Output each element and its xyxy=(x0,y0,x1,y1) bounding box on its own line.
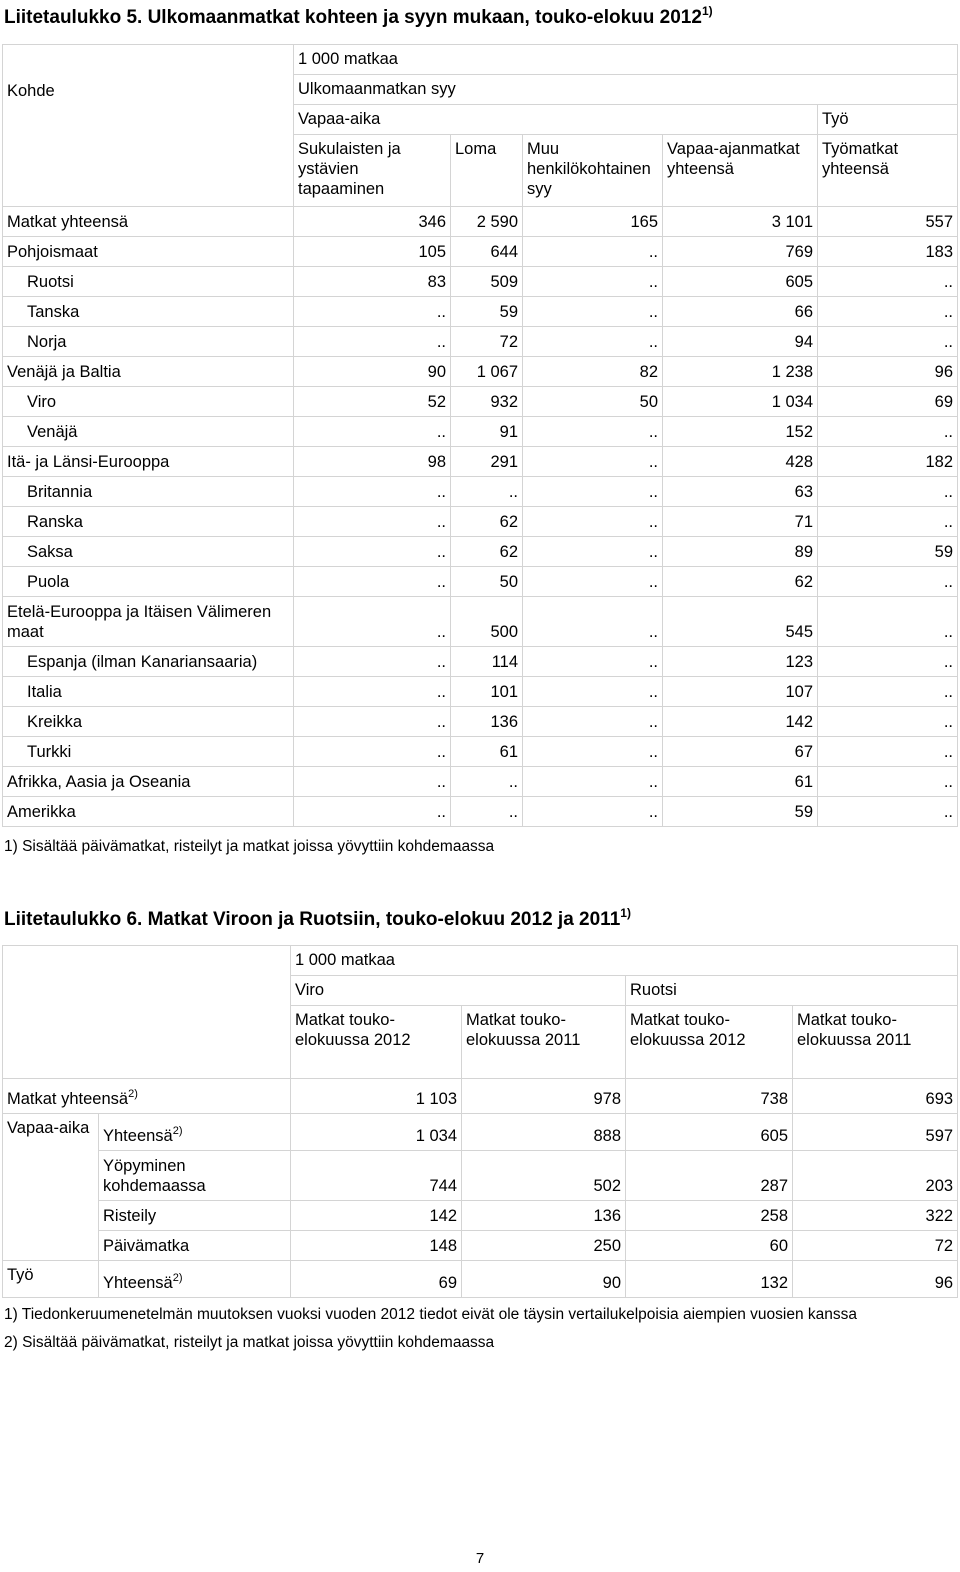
header-reason: Ulkomaanmatkan syy xyxy=(294,75,958,105)
table-cell: .. xyxy=(523,507,663,537)
row-label: Saksa xyxy=(3,537,294,567)
table-cell: .. xyxy=(451,767,523,797)
table-cell: .. xyxy=(818,707,958,737)
table-cell: .. xyxy=(451,797,523,827)
table-row xyxy=(3,597,958,647)
table-cell: 72 xyxy=(451,327,523,357)
table-cell: 123 xyxy=(663,647,818,677)
t6-row-label: Yhteensä$^{2)}$ xyxy=(99,1114,291,1151)
table-cell: .. xyxy=(523,327,663,357)
table-cell: .. xyxy=(523,297,663,327)
t6-cell: 978 xyxy=(462,1079,626,1114)
table-cell: .. xyxy=(451,477,523,507)
table-cell: 63 xyxy=(663,477,818,507)
row-label: Turkki xyxy=(3,737,294,767)
table-cell: .. xyxy=(818,297,958,327)
row-label: Matkat yhteensä xyxy=(3,207,294,237)
table-cell: .. xyxy=(294,567,451,597)
table6 xyxy=(2,945,958,1298)
row-label: Ruotsi xyxy=(3,267,294,297)
t6-cell: 693 xyxy=(793,1079,958,1114)
t6-cell: 738 xyxy=(626,1079,793,1114)
table-cell: .. xyxy=(523,647,663,677)
table-cell: 152 xyxy=(663,417,818,447)
table-row xyxy=(3,737,958,767)
table-cell: .. xyxy=(523,267,663,297)
row-label: Puola xyxy=(3,567,294,597)
table-row xyxy=(3,507,958,537)
table-cell: 291 xyxy=(451,447,523,477)
table-cell: .. xyxy=(523,477,663,507)
t6-cell: 69 xyxy=(291,1261,462,1298)
table5-footnote: 1) Sisältää päivämatkat, risteilyt ja matkat joissa yövyttiin kohdemaassa xyxy=(4,838,495,855)
table-cell: 165 xyxy=(523,207,663,237)
table-cell: .. xyxy=(294,647,451,677)
header-unit: 1 000 matkaa xyxy=(294,45,958,75)
row-label: Norja xyxy=(3,327,294,357)
table-cell: .. xyxy=(818,797,958,827)
table-cell: .. xyxy=(523,567,663,597)
table-cell: 89 xyxy=(663,537,818,567)
table-cell: 59 xyxy=(663,797,818,827)
t6-cell: 502 xyxy=(462,1151,626,1201)
table-cell: .. xyxy=(818,647,958,677)
table-cell: .. xyxy=(523,797,663,827)
t6-cell: 136 xyxy=(462,1201,626,1231)
table-cell: 932 xyxy=(451,387,523,417)
table-cell: 52 xyxy=(294,387,451,417)
t6-cell: 1 034 xyxy=(291,1114,462,1151)
t6-header-viro: Viro xyxy=(291,976,626,1006)
table-cell: 1 034 xyxy=(663,387,818,417)
table-row xyxy=(3,267,958,297)
table-row xyxy=(3,447,958,477)
header-kohde: Kohde xyxy=(3,45,294,207)
header-col2: Loma xyxy=(451,135,523,207)
table-cell: 59 xyxy=(818,537,958,567)
row-label: Itä- ja Länsi-Eurooppa xyxy=(3,447,294,477)
t6-header-ruotsi: Ruotsi xyxy=(626,976,958,1006)
row-label: Tanska xyxy=(3,297,294,327)
row-label: Venäjä xyxy=(3,417,294,447)
table-row xyxy=(3,707,958,737)
t6-cell: 96 xyxy=(793,1261,958,1298)
table-cell: 769 xyxy=(663,237,818,267)
table-cell: 1 238 xyxy=(663,357,818,387)
table-row xyxy=(3,477,958,507)
table-cell: 107 xyxy=(663,677,818,707)
row-label: Kreikka xyxy=(3,707,294,737)
t6-group-work: Työ xyxy=(3,1261,99,1298)
t6-cell: 744 xyxy=(291,1151,462,1201)
t6-cell: 72 xyxy=(793,1231,958,1261)
table-cell: 62 xyxy=(663,567,818,597)
table-cell: .. xyxy=(818,327,958,357)
table-cell: .. xyxy=(818,677,958,707)
table-cell: .. xyxy=(818,597,958,647)
row-label: Venäjä ja Baltia xyxy=(3,357,294,387)
row-label: Afrikka, Aasia ja Oseania xyxy=(3,767,294,797)
table-cell: 67 xyxy=(663,737,818,767)
table-cell: .. xyxy=(818,567,958,597)
table-cell: 545 xyxy=(663,597,818,647)
table-cell: 62 xyxy=(451,537,523,567)
table-cell: .. xyxy=(523,537,663,567)
table6-footnote1: 1) Tiedonkeruumenetelmän muutoksen vuoksi vuoden 2012 tiedot eivät ole täysin vertailukelpoisia aiempien vuosien kanssa xyxy=(4,1306,858,1323)
row-label: Espanja (ilman Kanariansaaria) xyxy=(3,647,294,677)
row-label: Italia xyxy=(3,677,294,707)
table-row xyxy=(3,237,958,267)
table-cell: .. xyxy=(523,417,663,447)
table-cell: .. xyxy=(294,767,451,797)
table6-title: Liitetaulukko 6. Matkat Viroon ja Ruotsiin, touko-elokuu 2012 ja 2011$^{1)}$ xyxy=(4,906,631,930)
table-cell: .. xyxy=(294,737,451,767)
table-cell: .. xyxy=(818,477,958,507)
table-cell: 98 xyxy=(294,447,451,477)
table-cell: .. xyxy=(294,537,451,567)
t6-header-col: Matkat touko-elokuussa 2011 xyxy=(462,1006,626,1079)
t6-cell: 287 xyxy=(626,1151,793,1201)
table-cell: .. xyxy=(523,737,663,767)
t6-group-leisure: Vapaa-aika xyxy=(3,1114,99,1261)
table-cell: 509 xyxy=(451,267,523,297)
table-cell: .. xyxy=(818,767,958,797)
table-cell: .. xyxy=(818,417,958,447)
table-cell: .. xyxy=(523,767,663,797)
header-work: Työ xyxy=(818,105,958,135)
table-cell: 1 067 xyxy=(451,357,523,387)
table-cell: 101 xyxy=(451,677,523,707)
table5 xyxy=(2,44,958,827)
table-cell: 142 xyxy=(663,707,818,737)
table-row xyxy=(3,797,958,827)
table-row xyxy=(3,417,958,447)
t6-cell: 203 xyxy=(793,1151,958,1201)
table-row xyxy=(3,297,958,327)
table-cell: .. xyxy=(294,597,451,647)
table-cell: .. xyxy=(523,597,663,647)
t6-cell: 888 xyxy=(462,1114,626,1151)
t6-cell: 250 xyxy=(462,1231,626,1261)
table-cell: 105 xyxy=(294,237,451,267)
t6-cell: 60 xyxy=(626,1231,793,1261)
table-cell: .. xyxy=(294,327,451,357)
table-cell: 61 xyxy=(663,767,818,797)
t6-cell: 258 xyxy=(626,1201,793,1231)
table-row xyxy=(3,677,958,707)
table-cell: 114 xyxy=(451,647,523,677)
table-cell: 62 xyxy=(451,507,523,537)
header-leisure: Vapaa-aika xyxy=(294,105,818,135)
table-cell: 136 xyxy=(451,707,523,737)
row-label: Viro xyxy=(3,387,294,417)
table-cell: .. xyxy=(523,677,663,707)
t6-row-label: Yhteensä$^{2)}$ xyxy=(99,1261,291,1298)
row-label: Britannia xyxy=(3,477,294,507)
table-cell: .. xyxy=(523,237,663,267)
table-row xyxy=(3,647,958,677)
table-cell: .. xyxy=(523,707,663,737)
t6-cell: 597 xyxy=(793,1114,958,1151)
table-cell: .. xyxy=(294,797,451,827)
t6-cell: 142 xyxy=(291,1201,462,1231)
table-cell: 557 xyxy=(818,207,958,237)
table-cell: .. xyxy=(294,477,451,507)
table-cell: 50 xyxy=(451,567,523,597)
table-cell: 69 xyxy=(818,387,958,417)
table-cell: .. xyxy=(294,677,451,707)
header-col3: Muu henkilökohtainen syy xyxy=(523,135,663,207)
t6-header-col: Matkat touko-elokuussa 2012 xyxy=(291,1006,462,1079)
table-cell: 90 xyxy=(294,357,451,387)
table-row xyxy=(3,767,958,797)
header-col1: Sukulaisten ja ystävien tapaaminen xyxy=(294,135,451,207)
table-cell: .. xyxy=(818,737,958,767)
table-cell: .. xyxy=(294,707,451,737)
t6-row-label: Risteily xyxy=(99,1201,291,1231)
table-cell: 346 xyxy=(294,207,451,237)
table-row xyxy=(3,537,958,567)
table-cell: 500 xyxy=(451,597,523,647)
t6-cell: 90 xyxy=(462,1261,626,1298)
t6-cell: 148 xyxy=(291,1231,462,1261)
table-cell: 2 590 xyxy=(451,207,523,237)
table-cell: 183 xyxy=(818,237,958,267)
t6-total-label: Matkat yhteensä$^{2)}$ xyxy=(3,1079,291,1114)
table-cell: 3 101 xyxy=(663,207,818,237)
table6-corner xyxy=(3,946,291,1079)
table-cell: .. xyxy=(818,267,958,297)
table-cell: 605 xyxy=(663,267,818,297)
table-cell: 66 xyxy=(663,297,818,327)
t6-cell: 605 xyxy=(626,1114,793,1151)
table-cell: 96 xyxy=(818,357,958,387)
row-label: Amerikka xyxy=(3,797,294,827)
row-label: Ranska xyxy=(3,507,294,537)
row-label: Etelä-Eurooppa ja Itäisen Välimeren maat xyxy=(3,597,294,647)
table5-title: Liitetaulukko 5. Ulkomaanmatkat kohteen ja syyn mukaan, touko-elokuu 2012$^{1)}$ xyxy=(4,4,713,28)
table-cell: 94 xyxy=(663,327,818,357)
table6-footnote2: 2) Sisältää päivämatkat, risteilyt ja matkat joissa yövyttiin kohdemaassa xyxy=(4,1334,495,1351)
t6-header-col: Matkat touko-elokuussa 2011 xyxy=(793,1006,958,1079)
page-number: 7 xyxy=(475,1550,485,1567)
header-col4: Vapaa-ajanmatkat yhteensä xyxy=(663,135,818,207)
t6-row-label: Päivämatka xyxy=(99,1231,291,1261)
table-row xyxy=(3,207,958,237)
table-cell: 82 xyxy=(523,357,663,387)
table-row xyxy=(3,567,958,597)
table-cell: 50 xyxy=(523,387,663,417)
table-cell: .. xyxy=(294,507,451,537)
table-row xyxy=(3,327,958,357)
table-cell: .. xyxy=(818,507,958,537)
table-cell: 644 xyxy=(451,237,523,267)
table-cell: 428 xyxy=(663,447,818,477)
t6-header-col: Matkat touko-elokuussa 2012 xyxy=(626,1006,793,1079)
t6-row-label: Yöpyminen kohdemaassa xyxy=(99,1151,291,1201)
t6-header-unit: 1 000 matkaa xyxy=(291,946,958,976)
table-cell: 61 xyxy=(451,737,523,767)
table-cell: 71 xyxy=(663,507,818,537)
table-cell: 59 xyxy=(451,297,523,327)
header-col5: Työmatkat yhteensä xyxy=(818,135,958,207)
row-label: Pohjoismaat xyxy=(3,237,294,267)
table-cell: 182 xyxy=(818,447,958,477)
table-row xyxy=(3,387,958,417)
table-cell: .. xyxy=(294,417,451,447)
table-cell: .. xyxy=(523,447,663,477)
table-cell: .. xyxy=(294,297,451,327)
table-cell: 91 xyxy=(451,417,523,447)
t6-cell: 132 xyxy=(626,1261,793,1298)
t6-cell: 1 103 xyxy=(291,1079,462,1114)
table-cell: 83 xyxy=(294,267,451,297)
t6-cell: 322 xyxy=(793,1201,958,1231)
table-row xyxy=(3,357,958,387)
